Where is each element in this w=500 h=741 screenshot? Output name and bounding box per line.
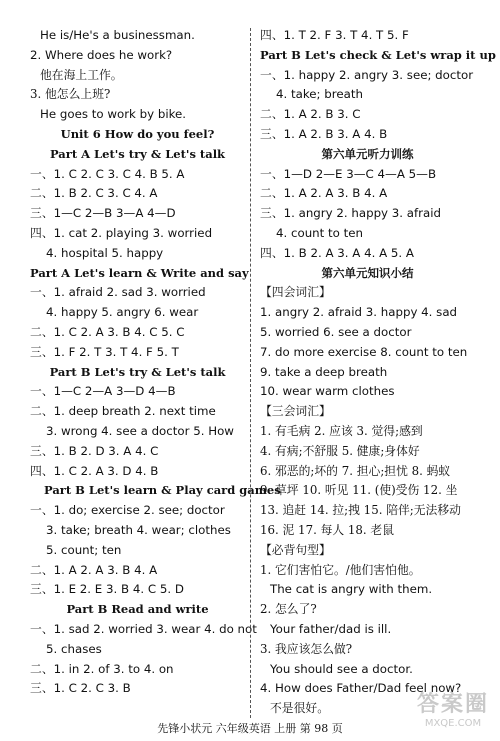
left-line: 一、1. sad 2. worried 3. wear 4. do not (30, 621, 257, 636)
right-line: 第六单元知识小结 (321, 265, 414, 280)
right-line: 4. count to ten (276, 225, 363, 240)
right-line: 3. 我应该怎么做? (260, 641, 353, 656)
left-line: 三、1—C 2—B 3—A 4—D (30, 206, 176, 221)
left-line: 二、1. B 2. C 3. C 4. A (30, 186, 158, 201)
left-line: He goes to work by bike. (40, 107, 187, 122)
right-line: The cat is angry with them. (270, 582, 433, 597)
left-line: 一、1. afraid 2. sad 3. worried (30, 285, 206, 300)
left-line: 3. wrong 4. see a doctor 5. How (46, 423, 234, 438)
watermark-logo (412, 692, 494, 737)
right-line: 【三会词汇】 (260, 404, 331, 419)
left-line: 三、1. E 2. E 3. B 4. C 5. D (30, 582, 184, 597)
right-line: 四、1. B 2. A 3. A 4. A 5. A (260, 245, 414, 260)
left-line: He is/He's a businessman. (40, 28, 195, 42)
left-line: 5. chases (46, 641, 102, 656)
right-line: 三、1. angry 2. happy 3. afraid (260, 206, 442, 221)
watermark-line2: MXQE.COM (424, 718, 482, 729)
right-line: 【四会词汇】 (260, 285, 331, 300)
left-line: 三、1. F 2. T 3. T 4. F 5. T (30, 344, 179, 359)
left-line: 他在海上工作。 (40, 67, 123, 82)
left-line: Unit 6 How do you feel? (60, 126, 215, 141)
left-line: Part B Let's try & Let's talk (49, 364, 226, 379)
right-line: 1. 它们害怕它。/他们害怕他。 (260, 562, 421, 577)
right-line: 9. take a deep breath (260, 364, 388, 379)
right-line: 13. 追赶 14. 拉;拽 15. 陪伴;无法移动 (260, 503, 461, 518)
right-line: 二、1. A 2. B 3. C (260, 107, 361, 122)
right-column (260, 26, 496, 719)
right-line: 6. 邪恶的;坏的 7. 担心;担忧 8. 蚂蚁 (260, 463, 451, 478)
left-line: 4. hospital 5. happy (46, 245, 164, 260)
right-line: You should see a doctor. (270, 661, 413, 676)
left-line: Part B Read and write (66, 602, 209, 617)
left-line: 一、1. C 2. C 3. C 4. B 5. A (30, 166, 185, 181)
column-divider (250, 28, 251, 718)
left-line: 4. happy 5. angry 6. wear (46, 305, 199, 320)
right-line: 【必背句型】 (260, 542, 331, 557)
left-line: 一、1. do; exercise 2. see; doctor (30, 503, 225, 518)
right-line: 1. angry 2. afraid 3. happy 4. sad (260, 305, 458, 320)
right-line: 一、1. happy 2. angry 3. see; doctor (260, 67, 474, 82)
left-line: Part A Let's try & Let's talk (49, 146, 226, 161)
left-line: 3. take; breath 4. wear; clothes (46, 522, 231, 537)
right-line: 一、1—D 2—E 3—C 4—A 5—B (260, 166, 437, 181)
left-line: 二、1. C 2. A 3. B 4. C 5. C (30, 324, 185, 339)
left-line: 二、1. in 2. of 3. to 4. on (30, 661, 174, 676)
right-line: 9. 草坪 10. 听见 11. (使)受伤 12. 坐 (260, 483, 458, 498)
right-line: 不是很好。 (270, 701, 329, 716)
left-line: 一、1—C 2—A 3—D 4—B (30, 384, 176, 399)
left-line: 三、1. B 2. D 3. A 4. C (30, 443, 159, 458)
right-line: 7. do more exercise 8. count to ten (260, 344, 468, 359)
left-line: 二、1. A 2. A 3. B 4. A (30, 562, 158, 577)
left-line: 三、1. C 2. C 3. B (30, 681, 131, 696)
right-line: 16. 泥 17. 每人 18. 老鼠 (260, 522, 395, 537)
left-line: Part B Let's learn & Play card games (44, 483, 281, 498)
right-line: 10. wear warm clothes (260, 384, 395, 399)
right-line: 第六单元听力训练 (321, 146, 414, 161)
left-line: Part A Let's learn & Write and say (30, 265, 249, 280)
right-line: 4. take; breath (276, 87, 363, 102)
right-line: 三、1. A 2. B 3. A 4. B (260, 126, 388, 141)
watermark-line1: 答案圈 (416, 692, 489, 717)
left-column (30, 26, 281, 699)
right-line: 四、1. T 2. F 3. T 4. T 5. F (260, 28, 409, 42)
right-line: Part B Let's check & Let's wrap it up (260, 47, 496, 62)
page-footer: 先锋小状元 六年级英语 上册 第 98 页 (157, 722, 343, 735)
left-line: 2. Where does he work? (30, 47, 173, 62)
right-line: Your father/dad is ill. (270, 621, 392, 636)
right-line: 2. 怎么了? (260, 602, 317, 617)
left-line: 四、1. cat 2. playing 3. worried (30, 225, 213, 240)
right-line: 4. 有病;不舒服 5. 健康;身体好 (260, 443, 420, 458)
left-line: 二、1. deep breath 2. next time (30, 404, 216, 419)
right-line: 5. worried 6. see a doctor (260, 324, 412, 339)
left-line: 3. 他怎么上班? (30, 87, 111, 102)
right-line: 1. 有毛病 2. 应该 3. 觉得;感到 (260, 423, 423, 438)
left-line: 四、1. C 2. A 3. D 4. B (30, 463, 159, 478)
right-line: 4. How does Father/Dad feel now? (260, 681, 462, 696)
left-line: 5. count; ten (46, 542, 122, 557)
right-line: 二、1. A 2. A 3. B 4. A (260, 186, 388, 201)
